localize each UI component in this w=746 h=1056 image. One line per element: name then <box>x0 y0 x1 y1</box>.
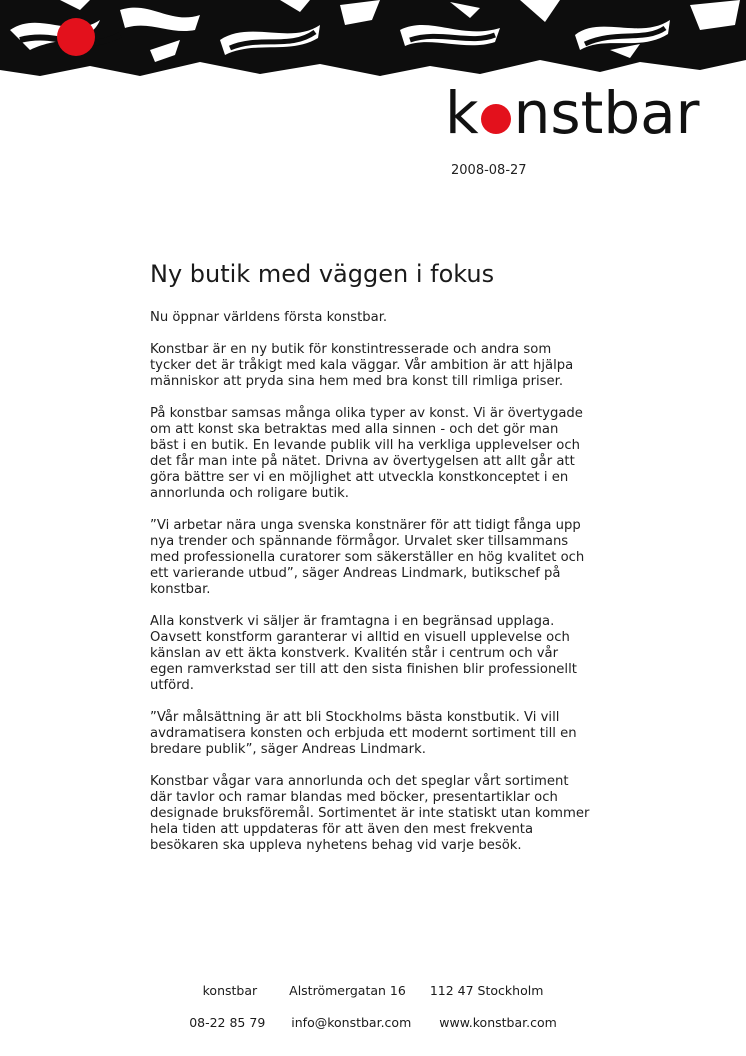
red-dot-icon <box>57 18 95 56</box>
footer-website-link[interactable]: www.konstbar.com <box>439 1015 557 1030</box>
footer-contact-line <box>0 1015 746 1030</box>
article-title: Ny butik med väggen i fokus <box>150 260 495 288</box>
article-paragraph: På konstbar samsas många olika typer av konst. Vi är övertygade om att konst ska betraktas med alla sinnen - och det gör man bäst i en butik. En levande publik vill ha verkliga upplevelser och det får man inte på nätet. Drivna av övertygelsen att allt går att göra bättre ser vi en möjlighet att utveckla konstkonceptet i en annorlunda och roligare butik. <box>150 406 583 501</box>
press-date: 2008-08-27 <box>451 163 527 178</box>
brand-red-dot-icon <box>481 104 511 134</box>
article-paragraph: ”Vi arbetar nära unga svenska konstnärer för att tidigt fånga upp nya trender och spännande förmågor. Urvalet sker tillsammans med professionella curatorer som säkerställer en hög kvalitet och ett varierande utbud”, säger Andreas Lindmark, butikschef på konstbar. <box>150 518 585 597</box>
article-paragraph: Konstbar vågar vara annorlunda och det speglar vårt sortiment där tavlor och ramar blandas med böcker, presentartiklar och designade bruksföremål. Sortimentet är inte statiskt utan kommer hela tiden att uppdateras för att även den mest frekventa besökaren ska uppleva nyhetens behag vid varje besök. <box>150 774 590 853</box>
footer-company: konstbar <box>202 983 258 998</box>
footer-city: 112 47 Stockholm <box>429 983 544 998</box>
header-artwork <box>0 0 746 78</box>
article-paragraph: Konstbar är en ny butik för konstintresserade och andra som tycker det är tråkigt med kala väggar. Vår ambition är att hjälpa människor att pryda sina hem med bra konst till rimliga priser. <box>150 342 574 389</box>
footer-email-link[interactable]: info@konstbar.com <box>291 1015 412 1030</box>
brand-logo-text-start: k <box>445 79 479 147</box>
article-paragraph: Alla konstverk vi säljer är framtagna i en begränsad upplaga. Oavsett konstform garanterar vi alltid en visuell upplevelse och känslan av ett äkta konstverk. Kvalitén står i centrum och vår egen ramverkstad ser till att den sista finishen blir professionellt utförd. <box>150 614 577 693</box>
brand-logo-text-end: nstbar <box>513 79 700 147</box>
article-paragraph: ”Vår målsättning är att bli Stockholms bästa konstbutik. Vi vill avdramatisera konsten och erbjuda ett modernt sortiment till en bredare publik”, säger Andreas Lindmark. <box>150 710 577 757</box>
footer-phone: 08-22 85 79 <box>189 1015 266 1030</box>
footer-street: Alströmergatan 16 <box>289 983 406 998</box>
footer-address-line <box>0 983 746 998</box>
article-paragraph: Nu öppnar världens första konstbar. <box>150 310 388 325</box>
brand-logo <box>445 78 735 148</box>
article-body <box>150 310 590 870</box>
